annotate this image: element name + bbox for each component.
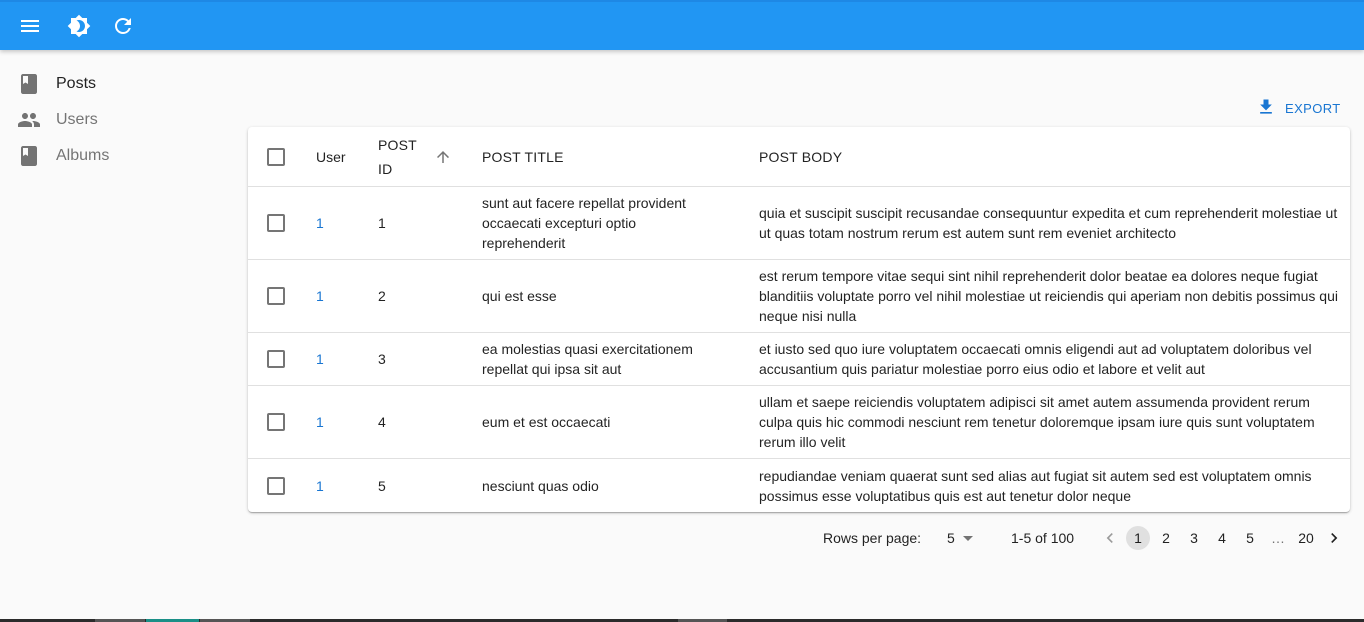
post-id: 5 [378, 477, 386, 494]
select-all-checkbox[interactable] [267, 148, 285, 166]
row-checkbox[interactable] [267, 477, 285, 495]
column-header-post-id-line2: ID [378, 160, 393, 177]
row-checkbox[interactable] [267, 287, 285, 305]
sidebar-item-albums[interactable] [0, 138, 230, 174]
user-link[interactable]: 1 [316, 351, 324, 367]
table-row[interactable] [248, 260, 1350, 333]
pagination-range: 1-5 of 100 [1011, 530, 1075, 546]
page-button-3[interactable]: 3 [1190, 530, 1198, 546]
sidebar-item-label: Posts [56, 75, 97, 92]
pagination-ellipsis: … [1271, 530, 1285, 546]
row-checkbox[interactable] [267, 350, 285, 368]
post-body: repudiandae veniam quaerat sunt sed alias aut fugiat sit autem sed est voluptatem omnis possimus esse voluptatibus quis est aut tenetur dolor neque [759, 467, 1312, 504]
export-label: EXPORT [1285, 100, 1341, 116]
post-body: ullam et saepe reiciendis voluptatem adipisci sit amet autem assumenda provident rerum culpa quis hic commodi nesciunt rem tenetur doloremque ipsam iure quis sunt voluptatem rerum illo velit [759, 394, 1315, 450]
refresh-icon[interactable] [110, 13, 136, 39]
table-row[interactable] [248, 459, 1350, 512]
post-id: 1 [378, 215, 386, 231]
post-id: 3 [378, 351, 386, 367]
user-link[interactable]: 1 [316, 477, 324, 494]
post-title: nesciunt quas odio [482, 477, 599, 494]
post-title: eum et est occaecati [482, 414, 611, 430]
next-page-button[interactable] [1322, 526, 1346, 550]
download-icon [1256, 97, 1276, 120]
sidebar [0, 66, 230, 174]
pagination [0, 526, 1364, 550]
book-icon [17, 72, 41, 96]
user-link[interactable]: 1 [316, 288, 324, 304]
row-checkbox[interactable] [267, 214, 285, 232]
post-body: est rerum tempore vitae sequi sint nihil reprehenderit dolor beatae ea dolores neque fugiat blanditiis voluptate porro vel nihil molestiae ut reiciendis qui aperiam non debitis possimus qui neque nisi nulla [759, 268, 1338, 324]
export-button[interactable] [1256, 96, 1341, 120]
chevron-left-icon [1100, 528, 1120, 548]
column-header-post-id-line1: POST [378, 136, 417, 153]
column-header-post-title[interactable]: POST TITLE [482, 148, 564, 165]
sidebar-item-label: Users [56, 111, 98, 128]
sidebar-item-users[interactable] [0, 102, 230, 138]
row-checkbox[interactable] [267, 413, 285, 431]
people-icon [17, 108, 41, 132]
rows-per-page-select[interactable] [947, 526, 973, 550]
post-title: ea molestias quasi exercitationem repellat qui ipsa sit aut [482, 341, 693, 377]
dropdown-arrow-icon [963, 536, 973, 541]
post-id: 4 [378, 414, 386, 430]
app-bar [0, 0, 1364, 50]
table-row[interactable] [248, 333, 1350, 386]
page-button-5[interactable]: 5 [1246, 530, 1254, 546]
sort-ascending-icon[interactable] [434, 148, 452, 171]
post-title: qui est esse [482, 288, 557, 304]
post-body: quia et suscipit suscipit recusandae consequuntur expedita et cum reprehenderit molestiae ut ut quas totam nostrum rerum est autem sunt rem eveniet architecto [759, 205, 1338, 241]
column-header-post-id[interactable] [378, 127, 468, 186]
chevron-right-icon [1324, 528, 1344, 548]
sidebar-item-label: Albums [56, 147, 110, 164]
table-row[interactable] [248, 187, 1350, 260]
page-button-4[interactable]: 4 [1218, 530, 1226, 546]
rows-per-page-label: Rows per page: [823, 530, 922, 546]
theme-toggle-icon[interactable] [66, 13, 92, 39]
column-header-user[interactable]: User [316, 148, 346, 165]
book-icon [17, 144, 41, 168]
page-button-20[interactable]: 20 [1298, 530, 1314, 546]
table-header [248, 127, 1350, 187]
table-row[interactable] [248, 386, 1350, 459]
post-body: et iusto sed quo iure voluptatem occaecati omnis eligendi aut ad voluptatem doloribus vel accusantium quis pariatur molestiae porro eius odio et labore et velit aut [759, 341, 1312, 377]
user-link[interactable]: 1 [316, 215, 324, 231]
user-link[interactable]: 1 [316, 414, 324, 430]
previous-page-button[interactable] [1098, 526, 1122, 550]
post-title: sunt aut facere repellat provident occaecati excepturi optio reprehenderit [482, 195, 686, 251]
posts-table [248, 127, 1350, 512]
rows-per-page-value: 5 [947, 530, 955, 546]
column-header-post-body[interactable]: POST BODY [759, 148, 843, 165]
page-button-2[interactable]: 2 [1162, 530, 1170, 546]
sidebar-item-posts[interactable] [0, 66, 230, 102]
post-id: 2 [378, 288, 386, 304]
menu-icon[interactable] [17, 13, 43, 39]
page-button-1[interactable]: 1 [1126, 526, 1150, 550]
